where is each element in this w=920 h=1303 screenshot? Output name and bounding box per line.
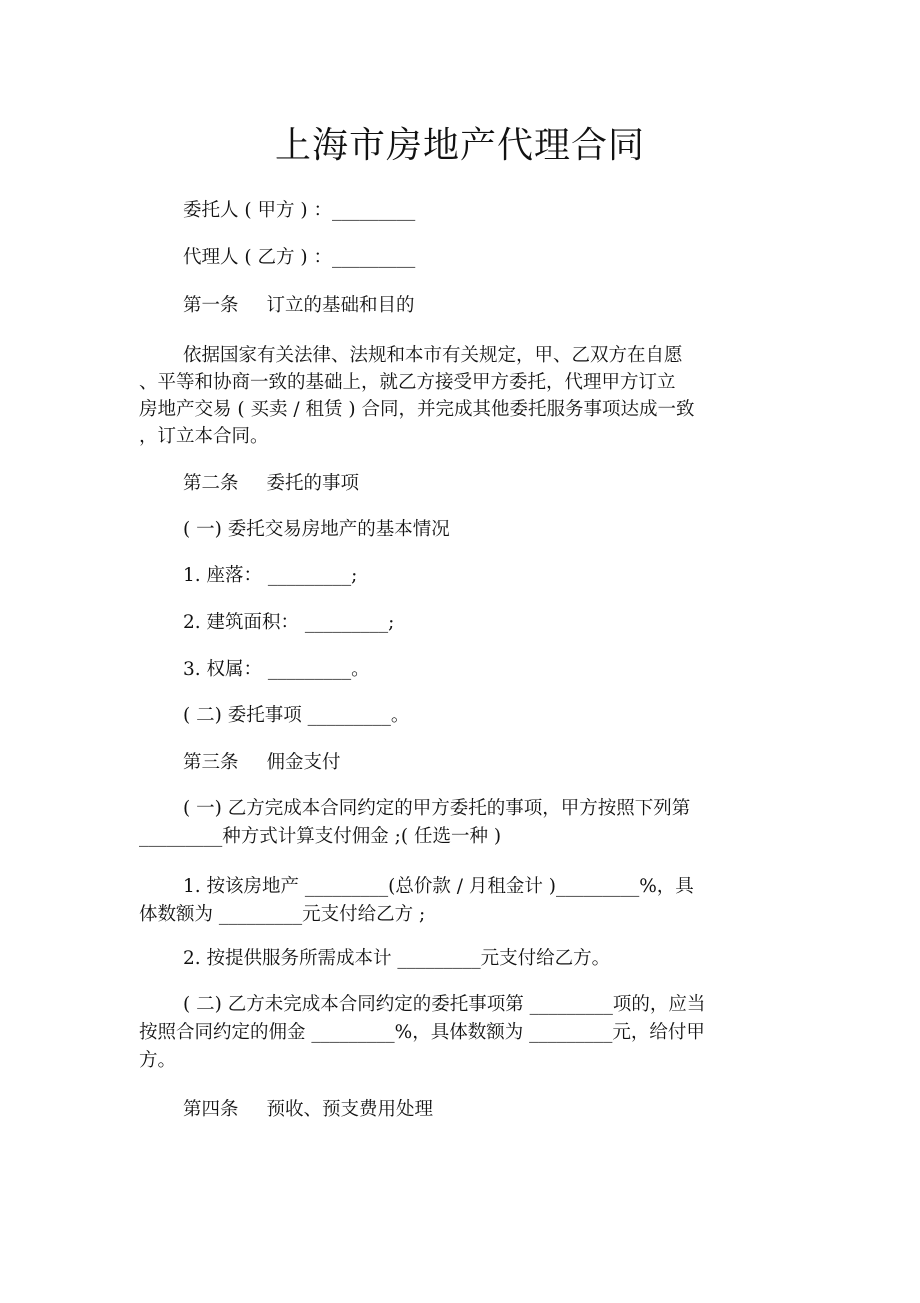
article-1-title: 订立的基础和目的 <box>266 295 415 316</box>
article-2-heading <box>183 472 359 496</box>
article-3-option-1-line-1: 1. 按该房地产 _________(总价款 / 月租金计 )_________%，具 <box>183 876 694 897</box>
article-4-number: 第四条 <box>183 1099 239 1120</box>
principal-line: 委托人 ( 甲方 ) ：_________ <box>183 200 416 221</box>
section-2-2: ( 二) 委托事项 _________。 <box>183 705 410 726</box>
article-3-number: 第三条 <box>183 752 239 773</box>
item-floor-area: 2. 建筑面积： _________; <box>183 612 395 633</box>
article-3-heading <box>183 751 341 775</box>
article-3-para-1-line-1: ( 一) 乙方完成本合同约定的甲方委托的事项，甲方按照下列第 <box>183 798 691 819</box>
article-3-para-2-line-3: 方。 <box>139 1050 177 1071</box>
article-3-title: 佣金支付 <box>266 752 341 773</box>
article-4-heading <box>183 1098 433 1122</box>
document-title: 上海市房地产代理合同 <box>274 125 645 166</box>
article-3-para-2-line-2: 按照合同约定的佣金 _________%，具体数额为 _________元，给付甲 <box>139 1022 705 1043</box>
article-1-text-line-1: 依据国家有关法律、法规和本市有关规定，甲、乙双方在自愿 <box>183 345 683 366</box>
item-ownership: 3. 权属： _________。 <box>183 659 370 680</box>
section-2-1: ( 一) 委托交易房地产的基本情况 <box>183 519 450 540</box>
article-1-text-line-3: 房地产交易 ( 买卖 / 租赁 ) 合同，并完成其他委托服务事项达成一致 <box>139 399 695 420</box>
article-1-text-line-4: ，订立本合同。 <box>139 426 269 447</box>
article-3-option-2: 2. 按提供服务所需成本计 _________元支付给乙方。 <box>183 948 611 969</box>
item-location: 1. 座落： _________; <box>183 565 358 586</box>
article-3-option-1-line-2: 体数额为 _________元支付给乙方 ; <box>139 904 426 925</box>
article-3-para-2-line-1: ( 二) 乙方未完成本合同约定的委托事项第 _________项的，应当 <box>183 994 706 1015</box>
article-2-title: 委托的事项 <box>266 473 360 494</box>
article-3-para-1-line-2: _________种方式计算支付佣金 ;( 任选一种 ) <box>139 826 502 847</box>
article-2-number: 第二条 <box>183 473 239 494</box>
article-4-title: 预收、预支费用处理 <box>266 1099 434 1120</box>
agent-line: 代理人 ( 乙方 ) ：_________ <box>183 247 416 268</box>
article-1-heading <box>183 294 415 318</box>
article-1-number: 第一条 <box>183 295 239 316</box>
article-1-text-line-2: 、平等和协商一致的基础上，就乙方接受甲方委托，代理甲方订立 <box>139 372 676 393</box>
